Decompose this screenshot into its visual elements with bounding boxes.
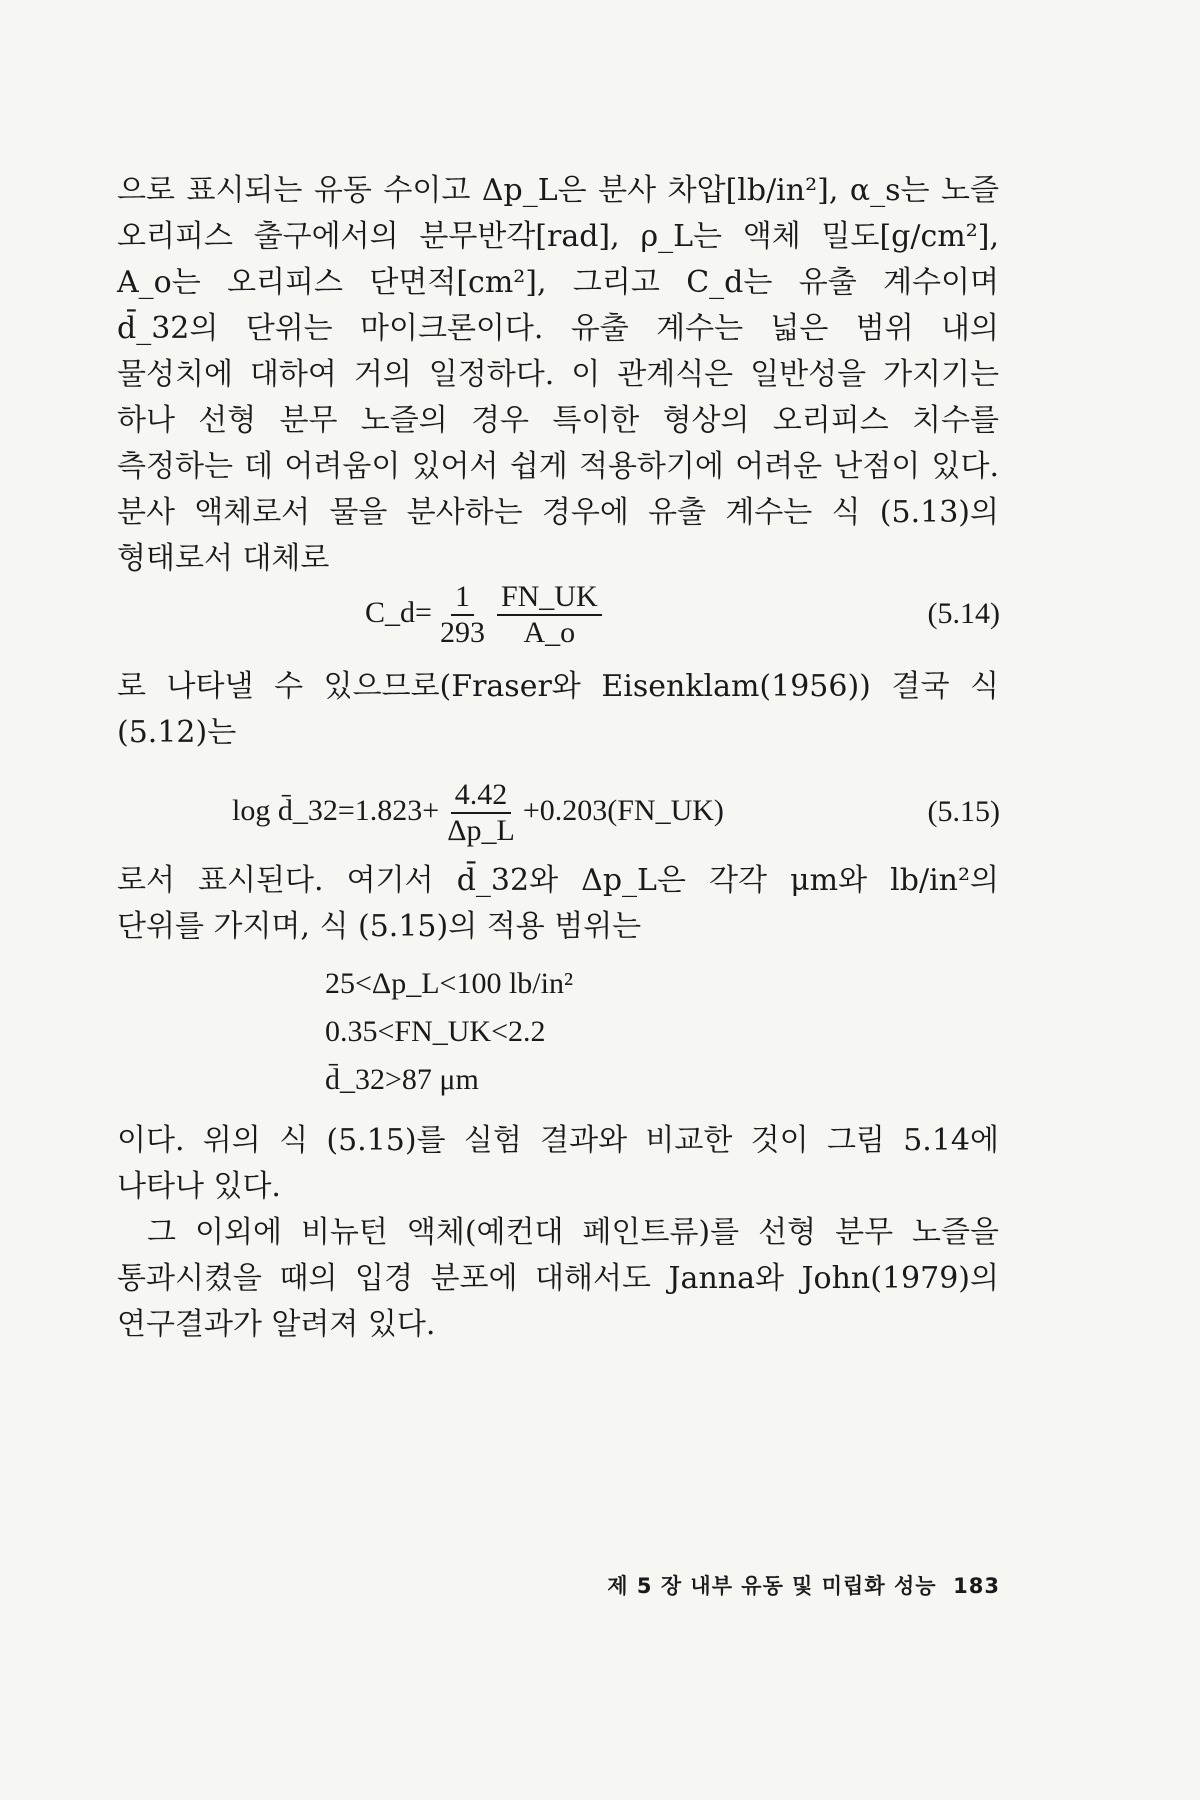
paragraph-non-newtonian: 그 이외에 비뉴턴 액체(예컨대 페인트류)를 선형 분무 노즐을 통과시켰을 때의 입경 분포에 대해서도 Janna와 John(1979)의 연구결과가 알려져 있다.: [117, 1215, 999, 1342]
page-number: 183: [953, 1574, 1000, 1598]
chapter-title: 제 5 장 내부 유동 및 미립화 성능: [607, 1574, 937, 1598]
page-footer: [560, 1570, 1000, 1600]
equation-number: (5.15): [927, 795, 1000, 828]
paragraph-transition: 로 나타낼 수 있으므로(Fraser와 Eisenklam(1956)) 결국 식 (5.12)는: [117, 669, 999, 750]
range-line: d̄_32>87 μm: [325, 1063, 479, 1096]
paragraph-definitions: 으로 표시되는 유동 수이고 Δp_L은 분사 차압[lb/in²], α_s는 노즐 오리피스 출구에서의 분무반각[rad], ρ_L는 액체 밀도[g/cm²], A_o는 오리피스 단면적[cm²], 그리고 C_d는 유출 계수이며 d̄_32의 단위는 마이크론이다. 유출 계수는 넓은 범위 내의 물성치에 대하여 거의 일정하다. 이 관계식은 일반성을 가지기는 하나 선형 분무 노즐의 경우 특이한 형상의 오리피스 치수를 측정하는 데 어려움이 있어서 쉽게 적용하기에 어려운 난점이 있다. 분사 액체로서 물을 분사하는 경우에 유출 계수는 식 (5.13)의 형태로서 대체로: [117, 173, 999, 576]
paragraph-comparison: 이다. 위의 식 (5.15)를 실험 결과와 비교한 것이 그림 5.14에 나타나 있다.: [117, 1123, 999, 1204]
equation-number: (5.14): [927, 597, 1000, 630]
fraction-denominator: A_o: [523, 616, 576, 649]
fraction-numerator: 4.42: [451, 778, 512, 814]
validity-ranges: [325, 960, 573, 1104]
fraction-denominator: Δp_L: [447, 814, 515, 847]
fraction-numerator: FN_UK: [497, 580, 602, 616]
equation-lhs: C_d=: [365, 595, 432, 629]
equation-rhs: +0.203(FN_UK): [522, 793, 724, 827]
paragraph-units: 로서 표시된다. 여기서 d̄_32와 Δp_L은 각각 μm와 lb/in²의 단위를 가지며, 식 (5.15)의 적용 범위는: [117, 863, 999, 944]
equation-lhs: log d̄_32=1.823+: [232, 793, 440, 827]
range-line: 25<Δp_L<100 lb/in²: [325, 967, 573, 1000]
fraction-denominator: 293: [439, 616, 485, 649]
fraction-numerator: 1: [451, 580, 474, 616]
range-line: 0.35<FN_UK<2.2: [325, 1015, 546, 1048]
